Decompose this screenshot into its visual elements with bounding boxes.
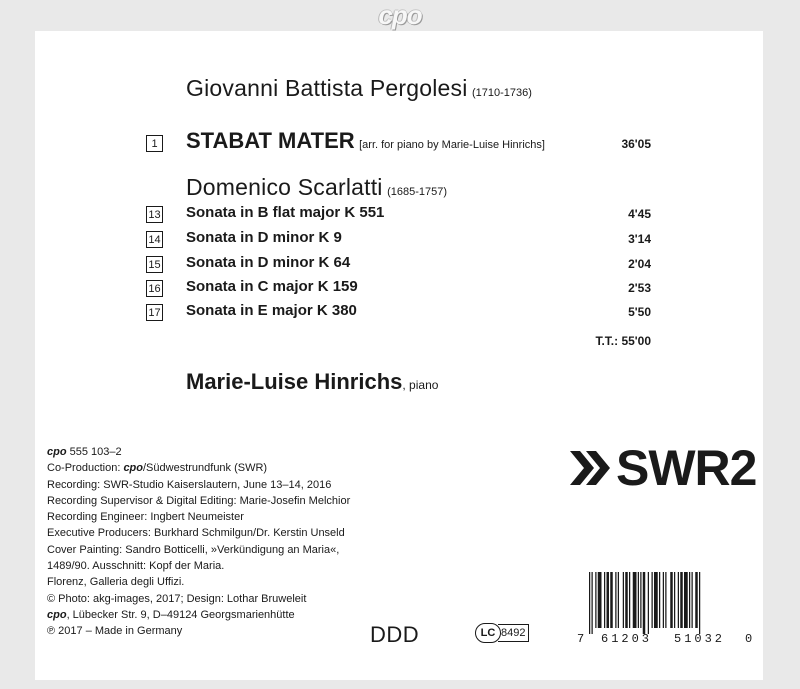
label-code bbox=[475, 623, 529, 643]
photo-design-line: © Photo: akg-images, 2017; Design: Lothar Bruweleit bbox=[47, 592, 307, 605]
barcode-bar bbox=[692, 572, 693, 628]
track-duration: 3'14 bbox=[628, 232, 651, 246]
cpo-mark: cpo bbox=[123, 462, 143, 475]
barcode-bar bbox=[610, 572, 613, 628]
barcode-bar bbox=[598, 572, 602, 628]
barcode-bar bbox=[699, 572, 700, 634]
cpo-mark: cpo bbox=[47, 446, 67, 458]
barcode-digits: 51032 bbox=[674, 632, 726, 646]
copyright-line: ℗ 2017 – Made in Germany bbox=[47, 625, 183, 638]
barcode-bar bbox=[663, 572, 664, 628]
barcode-bar bbox=[670, 572, 673, 628]
track-title: Sonata in E major K 380 bbox=[186, 302, 357, 319]
barcode-bar bbox=[629, 572, 630, 628]
supervisor-line: Recording Supervisor & Digital Editing: Marie-Josefin Melchior bbox=[47, 494, 351, 507]
barcode-bar bbox=[665, 572, 666, 628]
barcode-bar bbox=[680, 572, 683, 628]
composer-years: (1710-1736) bbox=[472, 87, 532, 99]
track-title: Sonata in D minor K 9 bbox=[186, 229, 342, 246]
barcode-bar bbox=[684, 572, 688, 628]
barcode-digit: 0 bbox=[745, 632, 753, 646]
barcode-bar bbox=[643, 572, 646, 634]
track-title: Sonata in B flat major K 551 bbox=[186, 204, 385, 221]
track-number: 15 bbox=[146, 256, 163, 273]
barcode-bar bbox=[607, 572, 610, 628]
back-cover-panel bbox=[35, 31, 763, 680]
barcode-bar bbox=[595, 572, 596, 628]
barcode-digit: 7 bbox=[577, 632, 585, 646]
barcode-bar bbox=[648, 572, 649, 634]
producers-line: Executive Producers: Burkhard Schmilgun/Dr. Kerstin Unseld bbox=[47, 527, 345, 540]
track-duration: 2'04 bbox=[628, 257, 651, 271]
barcode-bar bbox=[589, 572, 590, 634]
barcode bbox=[577, 572, 753, 650]
cpo-logo: cpo bbox=[378, 0, 422, 30]
ddd-mark: DDD bbox=[370, 622, 420, 647]
barcode-bar bbox=[640, 572, 641, 628]
track-number: 13 bbox=[146, 206, 163, 223]
track-title: Sonata in D minor K 64 bbox=[186, 254, 351, 271]
track-number: 17 bbox=[146, 304, 163, 321]
barcode-bar bbox=[689, 572, 690, 628]
pergolesi-heading bbox=[186, 75, 532, 102]
barcode-bar bbox=[618, 572, 619, 628]
barcode-bar bbox=[604, 572, 605, 628]
swr-chevrons-icon bbox=[568, 443, 612, 493]
painting-line: Florenz, Galleria degli Uffizi. bbox=[47, 576, 185, 589]
performer bbox=[186, 369, 438, 395]
track-duration: 2'53 bbox=[628, 281, 651, 295]
barcode-bar bbox=[659, 572, 660, 628]
track-title: Sonata in C major K 159 bbox=[186, 278, 358, 295]
painting-line: Cover Painting: Sandro Botticelli, »Verkündigung an Maria«, bbox=[47, 543, 340, 556]
recording-line: Recording: SWR-Studio Kaiserslautern, June 13–14, 2016 bbox=[47, 478, 332, 491]
barcode-bar bbox=[625, 572, 628, 628]
total-time: T.T.: 55'00 bbox=[595, 334, 651, 348]
track-title-row bbox=[186, 128, 545, 154]
track-arrangement: [arr. for piano by Marie-Luise Hinrichs] bbox=[359, 139, 545, 151]
swr2-logo: SWR2 bbox=[616, 440, 757, 496]
barcode-bar bbox=[695, 572, 698, 628]
credits-block bbox=[47, 444, 350, 640]
cpo-mark: cpo bbox=[47, 608, 67, 621]
barcode-bar bbox=[633, 572, 637, 628]
track-duration: 4'45 bbox=[628, 207, 651, 221]
engineer-line: Recording Engineer: Ingbert Neumeister bbox=[47, 511, 244, 524]
catalog-number: cpo 555 103–2 bbox=[47, 446, 122, 458]
label-code-number: 8492 bbox=[498, 624, 529, 642]
performer-name: Marie-Luise Hinrichs bbox=[186, 369, 403, 394]
track-number: 1 bbox=[146, 135, 163, 152]
composer-name: Giovanni Battista Pergolesi bbox=[186, 75, 468, 101]
scarlatti-heading bbox=[186, 174, 447, 201]
barcode-bar bbox=[638, 572, 639, 628]
barcode-bar bbox=[652, 572, 653, 628]
barcode-bar bbox=[674, 572, 675, 628]
barcode-digits: 61203 bbox=[601, 632, 653, 646]
performer-instrument: , piano bbox=[402, 378, 439, 392]
label-code-prefix: LC bbox=[475, 623, 501, 643]
barcode-bar bbox=[678, 572, 679, 628]
barcode-bar bbox=[615, 572, 616, 628]
barcode-bars bbox=[587, 572, 752, 634]
barcode-bar bbox=[654, 572, 658, 628]
address-line: cpo, Lübecker Str. 9, D–49124 Georgsmarienhütte bbox=[47, 608, 295, 621]
barcode-bar bbox=[623, 572, 624, 628]
barcode-bar bbox=[592, 572, 593, 634]
track-number: 14 bbox=[146, 231, 163, 248]
composer-years: (1685-1757) bbox=[387, 186, 448, 198]
track-title: STABAT MATER bbox=[186, 128, 355, 153]
coproduction-line: Co-Production: cpo/Südwestrundfunk (SWR) bbox=[47, 462, 268, 475]
painting-line: 1489/90. Ausschnitt: Kopf der Maria. bbox=[47, 560, 225, 573]
composer-name: Domenico Scarlatti bbox=[186, 174, 383, 200]
track-number: 16 bbox=[146, 280, 163, 297]
track-duration: 36'05 bbox=[621, 137, 651, 151]
track-duration: 5'50 bbox=[628, 305, 651, 319]
